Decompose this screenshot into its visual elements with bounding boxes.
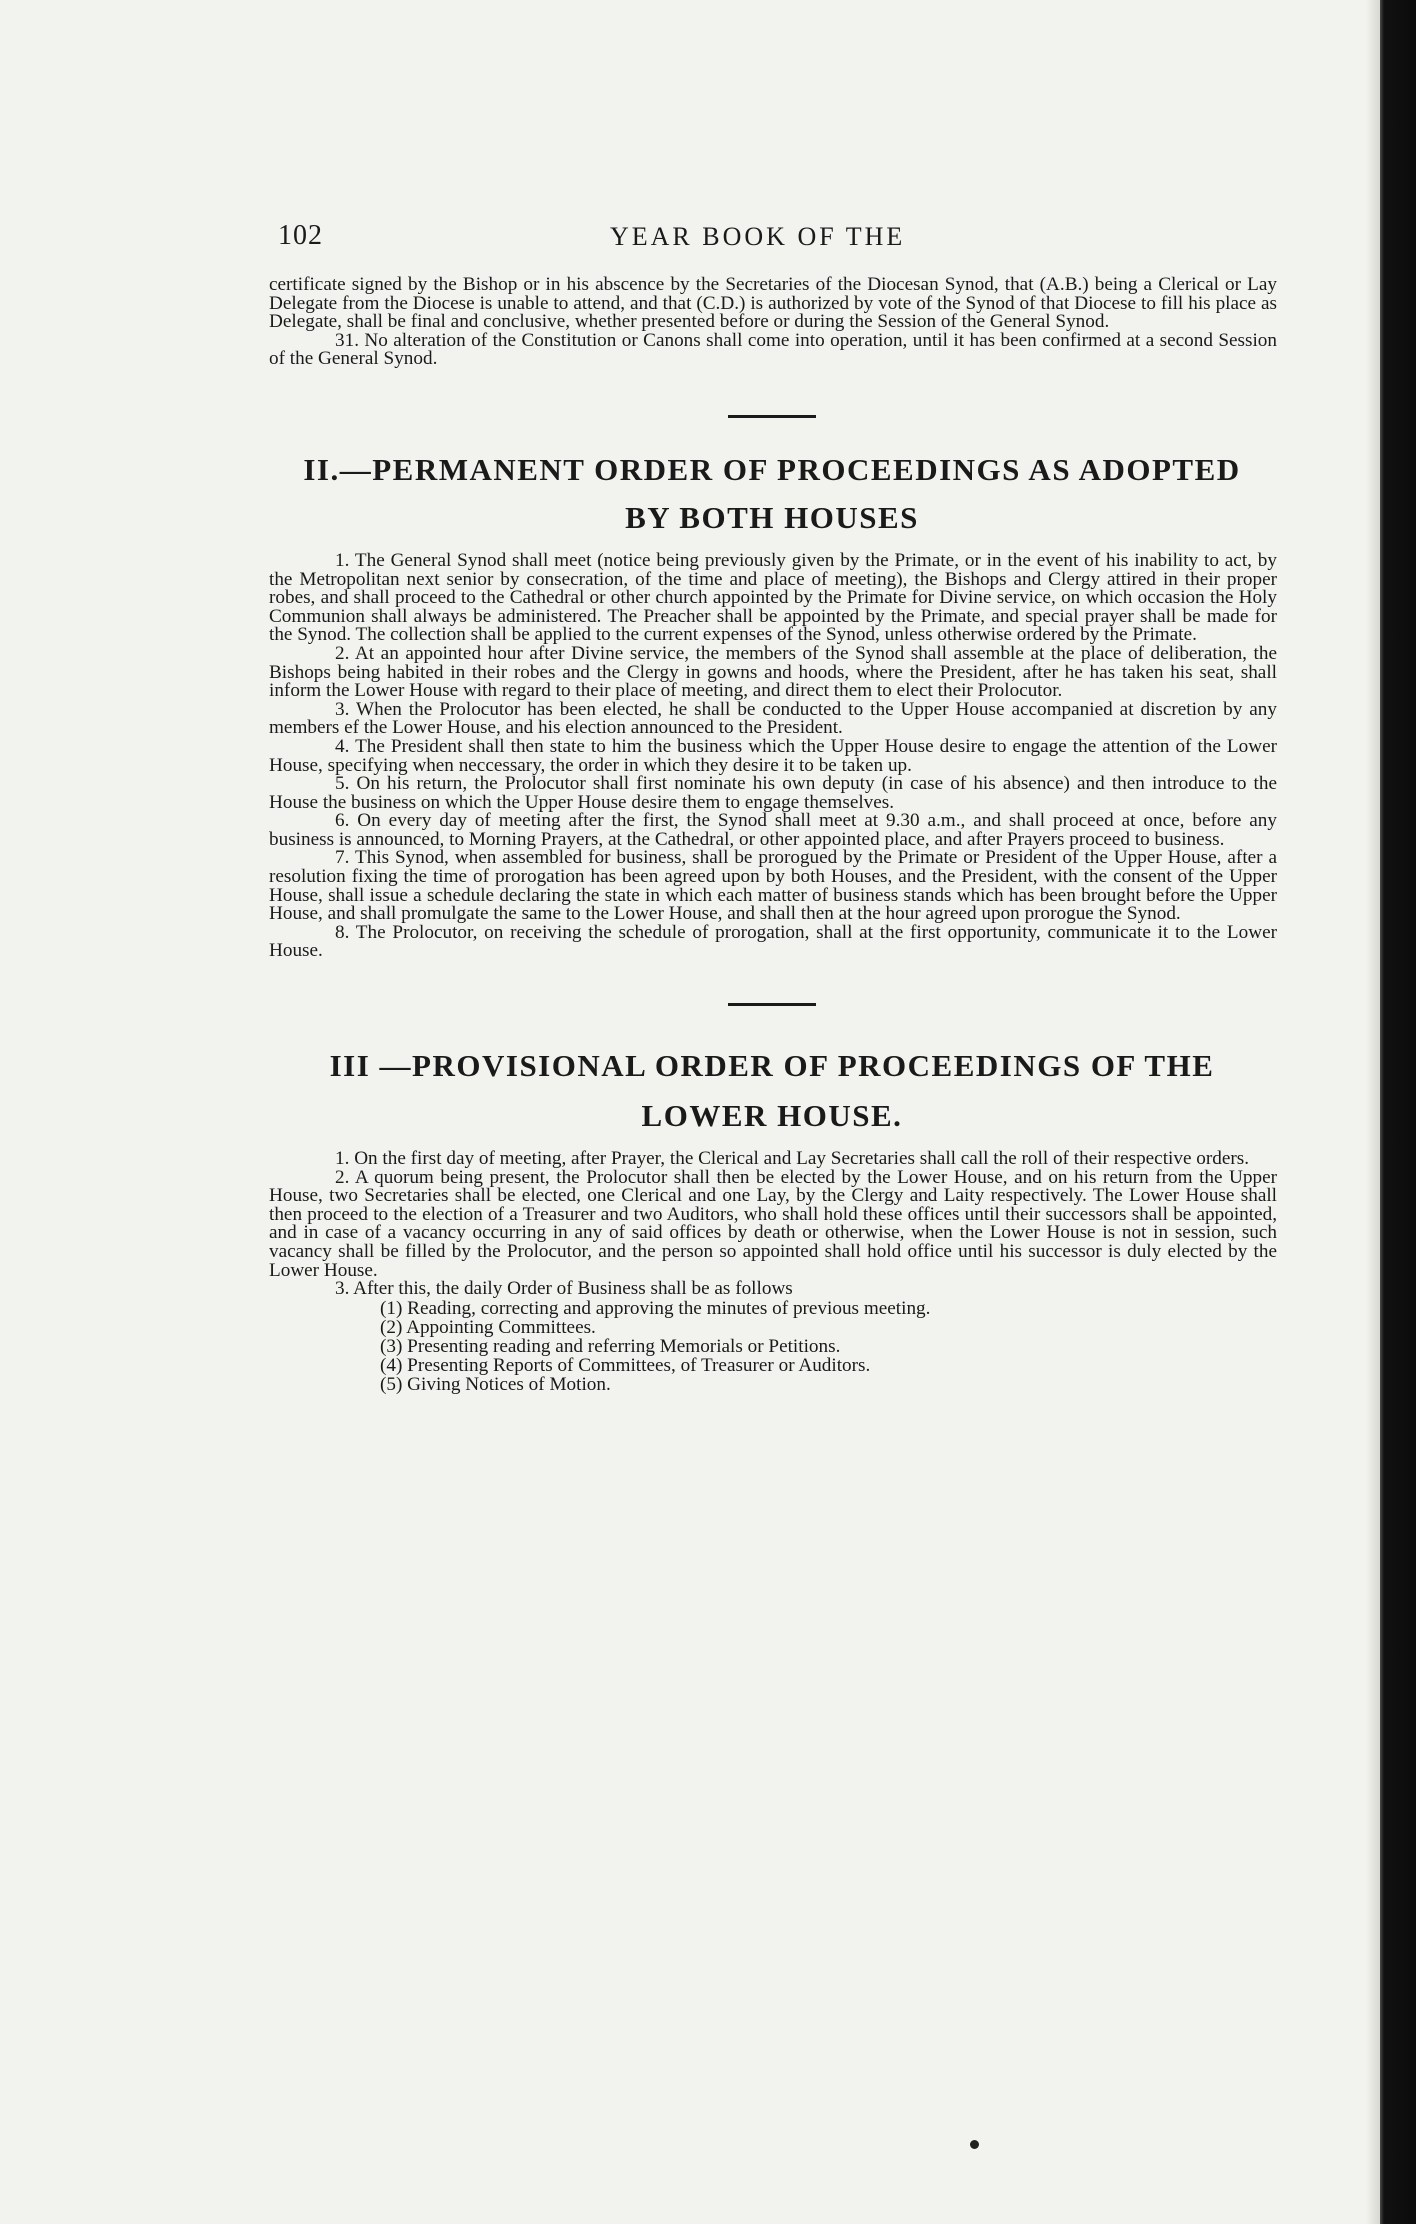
section-2-paragraph-3: 3. When the Prolocutor has been elected, he shall be conducted to the Upper House accompanied at discretion by any members ef the Lower House, and his election announced to the President.	[269, 698, 1277, 739]
section-2-body	[262, 549, 1282, 962]
page-number: 102	[278, 220, 323, 251]
paragraph-31: 31. No alteration of the Constitution or Canons shall come into operation, until it has been confirmed at a second Session of the General Synod.	[269, 329, 1277, 370]
section-2-paragraph-1: 1. The General Synod shall meet (notice being previously given by the Primate, or in the event of his inability to act, by the Metropolitan next senior by consecration, of the time and place of meeting), the Bishops and Clergy attired in their proper robes, and shall proceed to the Cathedral or other church appointed by the Primate for Divine service, on which occasion the Holy Communion shall always be administered. The Preacher shall be appointed by the Primate, and special prayer shall be made for the Synod. The collection shall be applied to the current expenses of the Synod, unless otherwise ordered by the Primate.	[269, 549, 1277, 646]
section-3-body	[262, 1150, 1282, 1299]
section-3-paragraph-3: 3. After this, the daily Order of Business shall be as follows	[335, 1278, 793, 1300]
section-3-paragraph-1: 1. On the first day of meeting, after Prayer, the Clerical and Lay Secretaries shall call the roll of their respective orders.	[335, 1148, 1250, 1170]
continuation-paragraph: certificate signed by the Bishop or in his abscence by the Secretaries of the Diocesan Synod, that (A.B.) being a Clerical or Lay Delegate from the Diocese is unable to attend, and that (C.D.) is authorized by vote of the Synod of that Diocese to fill his place as Delegate, shall be final and conclusive, whether presented before or during the Session of the General Synod.	[269, 274, 1277, 333]
book-spine-edge	[1380, 0, 1416, 2224]
list-item: (1) Reading, correcting and approving the minutes of previous meeting.	[380, 1297, 931, 1319]
intro-text	[262, 276, 1282, 369]
section-2-title-line-1: II.—PERMANENT ORDER OF PROCEEDINGS AS ADOPTED	[303, 451, 1241, 487]
section-2-paragraph-7: 7. This Synod, when assembled for business, shall be prorogued by the Primate or President of the Upper House, after a resolution fixing the time of prorogation has been agreed upon by both Houses, and the President, with the consent of the Upper House, shall issue a schedule declaring the state in which each matter of business stands which has been brought before the Upper House, and shall promulgate the same to the Lower House, and shall then at the hour agreed upon prorogue the Synod.	[269, 847, 1277, 925]
section-2-paragraph-6: 6. On every day of meeting after the first, the Synod shall meet at 9.30 a.m., and shall proceed at once, before any business is announced, to Morning Prayers, at the Cathedral, or other appointed place, and after Prayers proceed to business.	[269, 810, 1277, 850]
list-item: (3) Presenting reading and referring Memorials or Petitions.	[380, 1335, 841, 1357]
section-2-paragraph-5: 5. On his return, the Prolocutor shall first nominate his own deputy (in case of his absence) and then introduce to the House the business on which the Upper House desire them to engage themselves.	[269, 773, 1277, 813]
ink-spot	[970, 2140, 979, 2149]
list-item: (5) Giving Notices of Motion.	[380, 1373, 611, 1395]
list-item: (2) Appointing Committees.	[380, 1316, 596, 1338]
section-2-paragraph-8: 8. The Prolocutor, on receiving the schedule of prorogation, shall at the first opportunity, communicate it to the Lower House.	[269, 921, 1277, 962]
running-title: YEAR BOOK OF THE	[610, 222, 906, 251]
page-gutter-shadow	[1366, 0, 1380, 2224]
section-3-title-line-1: III —PROVISIONAL ORDER OF PROCEEDINGS OF THE	[329, 1048, 1215, 1084]
book-page	[262, 210, 1282, 1394]
order-of-business-list	[262, 1299, 1282, 1394]
section-2-paragraph-4: 4. The President shall then state to him the business which the Upper House desire to engage the attention of the Lower House, specifying when neccessary, the order in which they desire it to be taken up.	[269, 735, 1277, 776]
section-3-paragraph-2: 2. A quorum being present, the Prolocutor shall then be elected by the Lower House, and on his return from the Upper House, two Secretaries shall be elected, one Clerical and one Lay, by the Clergy and Laity respectively. The Lower House shall then proceed to the election of a Treasurer and two Auditors, who shall hold these offices until their successors shall be appointed, and in case of a vacancy occurring in any of said offices by death or otherwise, when the Lower House is not in session, such vacancy shall be filled by the Prolocutor, and the person so appointed shall hold office until his successor is duly elected by the Lower House.	[269, 1166, 1277, 1281]
section-2-paragraph-2: 2. At an appointed hour after Divine service, the members of the Synod shall assemble at the place of deliberation, the Bishops being habited in their robes and the Clergy in gowns and hoods, where the President, after he has taken his seat, shall inform the Lower House with regard to their place of meeting, and direct them to elect their Prolocutor.	[269, 642, 1277, 702]
section-2-title-line-2: BY BOTH HOUSES	[625, 499, 919, 535]
section-3-title-line-2: LOWER HOUSE.	[641, 1098, 903, 1134]
running-head	[262, 210, 1282, 260]
list-item: (4) Presenting Reports of Committees, of Treasurer or Auditors.	[380, 1354, 871, 1376]
